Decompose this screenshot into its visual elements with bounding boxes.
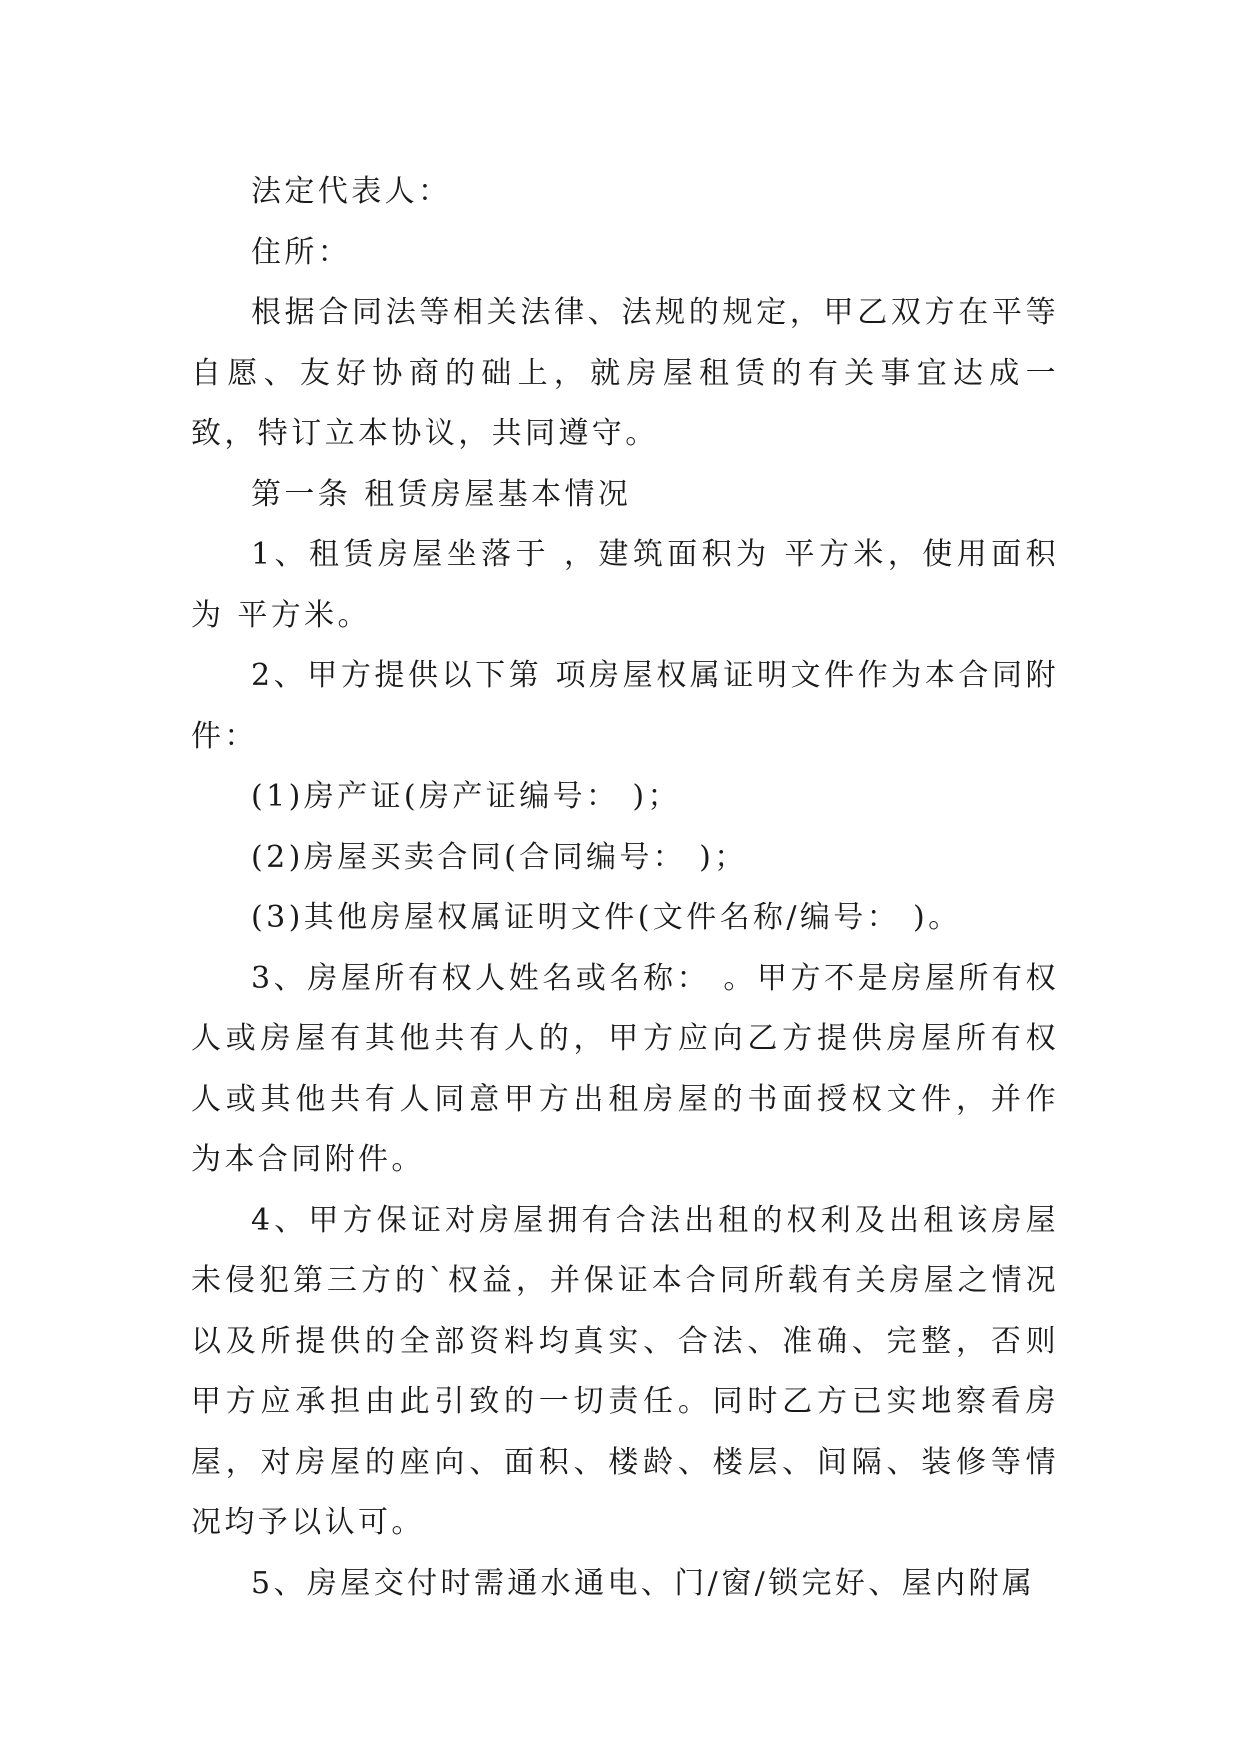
clause-3-owner: 3、房屋所有权人姓名或名称： 。甲方不是房屋所有权人或房屋有其他共有人的，甲方应向乙方提供房屋所有权人或其他共有人同意甲方出租房屋的书面授权文件，并作为本合同附件。: [191, 960, 1059, 1177]
sub-item-purchase-contract: (2)房屋买卖合同(合同编号： )；: [251, 839, 748, 875]
sub-item-other-documents: (3)其他房屋权属证明文件(文件名称/编号： )。: [251, 900, 962, 935]
clause-5-delivery: 5、房屋交付时需通水通电、门/窗/锁完好、屋内附属: [251, 1565, 1036, 1601]
address-line: 住所：: [251, 234, 352, 270]
clause-1-location: 1、租赁房屋坐落于 ，建筑面积为 平方米，使用面积为 平方米。: [191, 537, 1059, 633]
article-one-heading: 第一条 租赁房屋基本情况: [251, 476, 632, 512]
legal-representative-line: 法定代表人：: [251, 174, 452, 209]
clause-2-ownership-docs: 2、甲方提供以下第 项房屋权属证明文件作为本合同附件：: [191, 658, 1059, 754]
preamble-paragraph: 根据合同法等相关法律、法规的规定，甲乙双方在平等自愿、友好协商的础上，就房屋租赁的有关事宜达成一致，特订立本协议，共同遵守。: [191, 295, 1059, 451]
document-body: [191, 162, 1059, 1614]
sub-item-property-certificate: (1)房产证(房产证编号： )；: [251, 779, 681, 814]
clause-4-guarantee: 4、甲方保证对房屋拥有合法出租的权利及出租该房屋未侵犯第三方的`权益，并保证本合同所载有关房屋之情况以及所提供的全部资料均真实、合法、准确、完整，否则甲方应承担由此引致的一切责任。同时乙方已实地察看房屋，对房屋的座向、面积、楼龄、楼层、间隔、装修等情况均予以认可。: [191, 1202, 1059, 1540]
